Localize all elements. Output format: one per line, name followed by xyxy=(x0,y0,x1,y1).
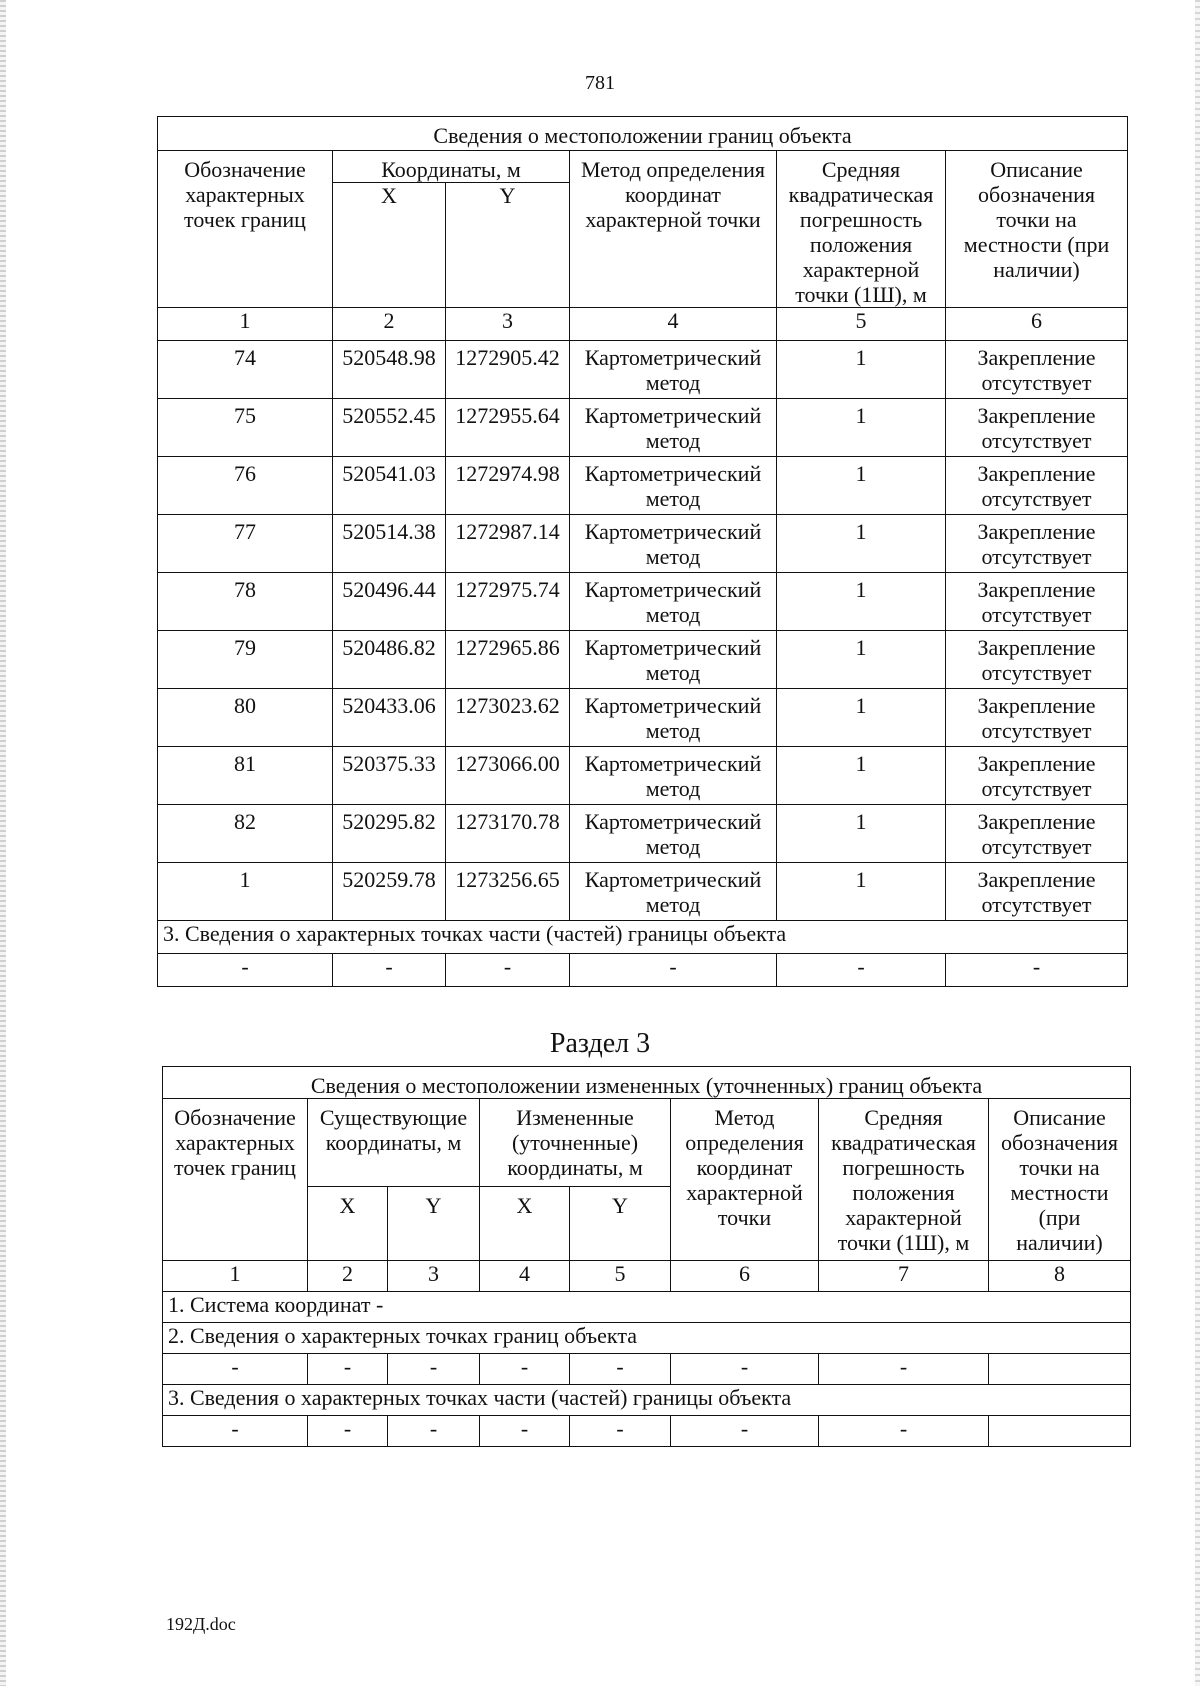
table-cell: - xyxy=(308,1354,388,1385)
column-number: 6 xyxy=(671,1261,819,1292)
column-numbers-row xyxy=(158,308,1128,341)
table-cell: - xyxy=(819,1416,989,1447)
cell-description: Закрепление отсутствует xyxy=(946,689,1128,747)
table-row xyxy=(158,631,1128,689)
header-y: Y xyxy=(446,183,570,308)
column-number: 6 xyxy=(946,308,1128,341)
header-existing-coordinates: Существующие координаты, м xyxy=(308,1099,480,1187)
header-description: Описание обозначения точки на местности (при наличии) xyxy=(989,1099,1131,1261)
cell-y: 1272965.86 xyxy=(446,631,570,689)
cell-y: 1272975.74 xyxy=(446,573,570,631)
header-changed-y: Y xyxy=(570,1187,671,1261)
page-number: 781 xyxy=(585,72,615,94)
table-row xyxy=(158,515,1128,573)
cell-point: 74 xyxy=(158,341,333,399)
column-number: 4 xyxy=(570,308,777,341)
cell-accuracy: 1 xyxy=(777,805,946,863)
cell-x: 520496.44 xyxy=(333,573,446,631)
table-row xyxy=(158,954,1128,987)
column-number: 3 xyxy=(446,308,570,341)
header-method: Метод определения координат характерной точки xyxy=(570,151,777,308)
cell-y: 1272955.64 xyxy=(446,399,570,457)
cell-method: Картометрический метод xyxy=(570,631,777,689)
cell-x: 520541.03 xyxy=(333,457,446,515)
cell-point: 80 xyxy=(158,689,333,747)
cell-accuracy: 1 xyxy=(777,631,946,689)
cell-accuracy: 1 xyxy=(777,341,946,399)
cell-method: Картометрический метод xyxy=(570,399,777,457)
cell-description: Закрепление отсутствует xyxy=(946,341,1128,399)
table-cell: - xyxy=(308,1416,388,1447)
header-accuracy: Средняя квадратическая погрешность положения характерной точки (1Ш), м xyxy=(777,151,946,308)
cell-y: 1273066.00 xyxy=(446,747,570,805)
table-row xyxy=(163,1354,1131,1385)
cell-method: Картометрический метод xyxy=(570,689,777,747)
table-cell: - xyxy=(570,1416,671,1447)
table-cell: - xyxy=(480,1416,570,1447)
cell-method: Картометрический метод xyxy=(570,805,777,863)
table-cell: - xyxy=(446,954,570,987)
table-cell: - xyxy=(946,954,1128,987)
cell-y: 1273023.62 xyxy=(446,689,570,747)
table-cell: - xyxy=(388,1416,480,1447)
cell-description: Закрепление отсутствует xyxy=(946,805,1128,863)
cell-method: Картометрический метод xyxy=(570,457,777,515)
header-existing-y: Y xyxy=(388,1187,480,1261)
table-cell: - xyxy=(163,1416,308,1447)
coord-system-label: 1. Система координат - xyxy=(163,1292,1131,1323)
cell-accuracy: 1 xyxy=(777,863,946,921)
column-number: 8 xyxy=(989,1261,1131,1292)
cell-x: 520433.06 xyxy=(333,689,446,747)
table2-title: Сведения о местоположении измененных (уточненных) границ объекта xyxy=(163,1067,1131,1099)
column-number: 2 xyxy=(308,1261,388,1292)
table-row xyxy=(158,399,1128,457)
column-number: 1 xyxy=(163,1261,308,1292)
table-cell: - xyxy=(333,954,446,987)
cell-point: 77 xyxy=(158,515,333,573)
table1-part-section-label: 3. Сведения о характерных точках части (частей) границы объекта xyxy=(158,921,1128,954)
table-row xyxy=(158,863,1128,921)
column-number: 1 xyxy=(158,308,333,341)
table-cell: - xyxy=(570,1354,671,1385)
cell-point: 78 xyxy=(158,573,333,631)
cell-accuracy: 1 xyxy=(777,515,946,573)
table-cell: - xyxy=(163,1354,308,1385)
cell-method: Картометрический метод xyxy=(570,573,777,631)
cell-point: 76 xyxy=(158,457,333,515)
cell-description: Закрепление отсутствует xyxy=(946,457,1128,515)
header-point-designation: Обозначение характерных точек границ xyxy=(158,151,333,308)
column-number: 5 xyxy=(570,1261,671,1292)
cell-x: 520259.78 xyxy=(333,863,446,921)
column-number: 5 xyxy=(777,308,946,341)
cell-point: 75 xyxy=(158,399,333,457)
column-number: 3 xyxy=(388,1261,480,1292)
cell-y: 1273170.78 xyxy=(446,805,570,863)
table-cell: - xyxy=(777,954,946,987)
cell-accuracy: 1 xyxy=(777,747,946,805)
cell-method: Картометрический метод xyxy=(570,515,777,573)
table-row xyxy=(158,805,1128,863)
table-cell: - xyxy=(671,1354,819,1385)
scan-edge-left xyxy=(0,0,6,1686)
cell-description: Закрепление отсутствует xyxy=(946,515,1128,573)
header-x: X xyxy=(333,183,446,308)
cell-accuracy: 1 xyxy=(777,399,946,457)
table1-title: Сведения о местоположении границ объекта xyxy=(158,117,1128,151)
table-cell: - xyxy=(570,954,777,987)
header-point-designation: Обозначение характерных точек границ xyxy=(163,1099,308,1261)
table-cell: - xyxy=(671,1416,819,1447)
section-heading: Раздел 3 xyxy=(549,1028,651,1059)
table-row xyxy=(158,573,1128,631)
column-number: 2 xyxy=(333,308,446,341)
header-changed-x: X xyxy=(480,1187,570,1261)
cell-point: 1 xyxy=(158,863,333,921)
table-cell xyxy=(989,1354,1131,1385)
column-number: 4 xyxy=(480,1261,570,1292)
cell-point: 82 xyxy=(158,805,333,863)
cell-description: Закрепление отсутствует xyxy=(946,863,1128,921)
footer-filename: 192Д.doc xyxy=(166,1614,236,1634)
cell-method: Картометрический метод xyxy=(570,747,777,805)
cell-accuracy: 1 xyxy=(777,689,946,747)
cell-accuracy: 1 xyxy=(777,573,946,631)
header-accuracy: Средняя квадратическая погрешность положения характерной точки (1Ш), м xyxy=(819,1099,989,1261)
table-cell xyxy=(989,1416,1131,1447)
cell-description: Закрепление отсутствует xyxy=(946,747,1128,805)
cell-x: 520486.82 xyxy=(333,631,446,689)
cell-y: 1273256.65 xyxy=(446,863,570,921)
points-section-label: 2. Сведения о характерных точках границ объекта xyxy=(163,1323,1131,1354)
cell-y: 1272905.42 xyxy=(446,341,570,399)
cell-x: 520548.98 xyxy=(333,341,446,399)
cell-x: 520295.82 xyxy=(333,805,446,863)
cell-description: Закрепление отсутствует xyxy=(946,399,1128,457)
table-row xyxy=(158,689,1128,747)
cell-y: 1272987.14 xyxy=(446,515,570,573)
changed-boundaries-table xyxy=(162,1066,1131,1447)
cell-point: 79 xyxy=(158,631,333,689)
cell-description: Закрепление отсутствует xyxy=(946,631,1128,689)
cell-accuracy: 1 xyxy=(777,457,946,515)
scan-edge-right xyxy=(1195,0,1200,1686)
cell-point: 81 xyxy=(158,747,333,805)
cell-y: 1272974.98 xyxy=(446,457,570,515)
table-row xyxy=(158,341,1128,399)
column-numbers-row xyxy=(163,1261,1131,1292)
header-description: Описание обозначения точки на местности (при наличии) xyxy=(946,151,1128,308)
header-method: Метод определения координат характерной точки xyxy=(671,1099,819,1261)
table-row xyxy=(158,457,1128,515)
cell-x: 520552.45 xyxy=(333,399,446,457)
boundaries-table xyxy=(157,116,1128,987)
header-existing-x: X xyxy=(308,1187,388,1261)
cell-x: 520375.33 xyxy=(333,747,446,805)
cell-description: Закрепление отсутствует xyxy=(946,573,1128,631)
table-cell: - xyxy=(819,1354,989,1385)
table-cell: - xyxy=(388,1354,480,1385)
cell-method: Картометрический метод xyxy=(570,863,777,921)
table-row xyxy=(163,1416,1131,1447)
part-section-label: 3. Сведения о характерных точках части (частей) границы объекта xyxy=(163,1385,1131,1416)
header-changed-coordinates: Измененные (уточненные) координаты, м xyxy=(480,1099,671,1187)
table-cell: - xyxy=(480,1354,570,1385)
table-row xyxy=(158,747,1128,805)
column-number: 7 xyxy=(819,1261,989,1292)
cell-method: Картометрический метод xyxy=(570,341,777,399)
table-cell: - xyxy=(158,954,333,987)
cell-x: 520514.38 xyxy=(333,515,446,573)
header-coordinates: Координаты, м xyxy=(333,151,570,183)
